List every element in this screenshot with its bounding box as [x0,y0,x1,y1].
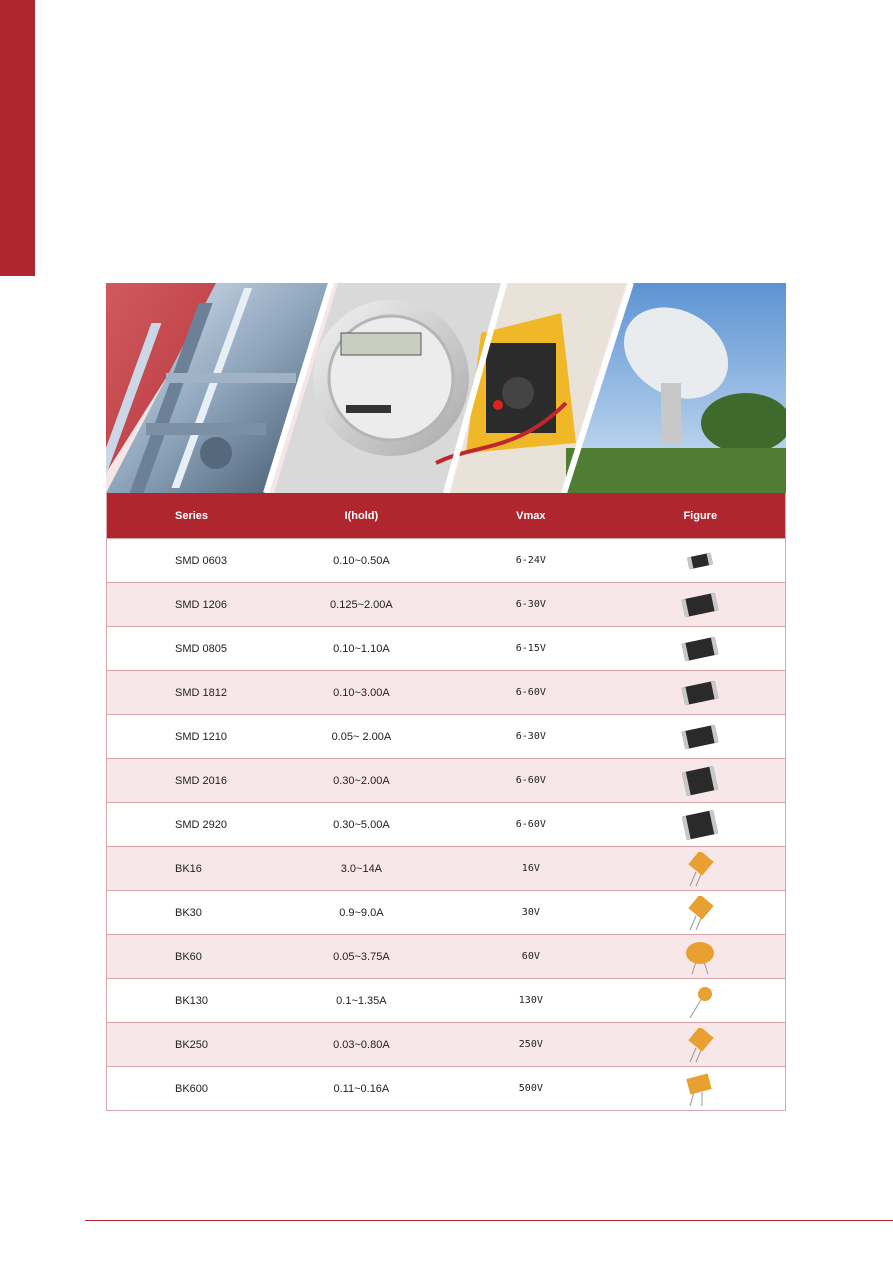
cell-vmax: 30V [521,907,540,918]
cell-ihold: 0.9~9.0A [339,906,384,919]
header-vmax: Vmax [516,509,546,522]
cell-vmax: 500V [518,1083,543,1094]
table-row [107,802,785,846]
cell-ihold: 0.1~1.35A [336,994,387,1007]
radial-fuse-small-round-icon [616,979,785,1022]
table-row [107,626,785,670]
cell-ihold: 0.05~3.75A [333,950,390,963]
cell-series: BK130 [175,994,209,1007]
cell-vmax: 6-30V [515,731,546,742]
cell-series: SMD 1206 [175,598,227,611]
cell-vmax: 16V [521,863,540,874]
radial-fuse-block-icon [616,1067,785,1110]
table-row [107,714,785,758]
cell-vmax: 6-60V [515,819,546,830]
cell-ihold: 0.05~ 2.00A [331,730,392,743]
table-row [107,934,785,978]
cell-ihold: 0.30~2.00A [333,774,390,787]
table-row [107,1022,785,1066]
cell-series: BK250 [175,1038,209,1051]
smd-chip-small-icon [616,539,785,582]
cell-ihold: 0.10~0.50A [333,554,390,567]
cell-ihold: 0.125~2.00A [330,598,393,611]
smd-chip-icon [616,671,785,714]
footer-rule [85,1220,893,1221]
table-row [107,538,785,582]
cell-series: BK30 [175,906,202,919]
cell-series: SMD 1812 [175,686,227,699]
cell-vmax: 6-30V [515,599,546,610]
header-series: Series [175,509,209,522]
radial-fuse-square-icon [616,891,785,934]
smd-chip-icon [616,715,785,758]
cell-vmax: 6-15V [515,643,546,654]
smd-chip-icon [616,627,785,670]
smd-chip-large-icon [616,803,785,846]
radial-fuse-square-icon [616,847,785,890]
cell-ihold: 0.30~5.00A [333,818,390,831]
cell-series: BK60 [175,950,202,963]
cell-vmax: 130V [518,995,543,1006]
smd-chip-icon [616,583,785,626]
cell-series: BK16 [175,862,202,875]
cell-series: SMD 2920 [175,818,227,831]
radial-fuse-round-icon [616,935,785,978]
table-row [107,1066,785,1110]
cell-ihold: 0.03~0.80A [333,1038,390,1051]
smd-chip-large-icon [616,759,785,802]
cell-vmax: 6-60V [515,775,546,786]
cell-series: SMD 1210 [175,730,227,743]
header-ihold: I(hold) [344,509,379,522]
cell-series: SMD 2016 [175,774,227,787]
table-row [107,582,785,626]
table-header [107,493,785,538]
header-figure: Figure [683,509,718,522]
banner-svg [106,283,786,493]
cell-vmax: 6-24V [515,555,546,566]
table-row [107,670,785,714]
cell-ihold: 3.0~14A [340,862,383,875]
cell-ihold: 0.10~1.10A [333,642,390,655]
table-row [107,978,785,1022]
table-row [107,846,785,890]
product-table [106,493,786,1111]
cell-vmax: 250V [518,1039,543,1050]
cell-vmax: 6-60V [515,687,546,698]
radial-fuse-square-icon [616,1023,785,1066]
cell-ihold: 0.11~0.16A [333,1082,390,1095]
table-row [107,758,785,802]
cell-vmax: 60V [521,951,540,962]
table-row [107,890,785,934]
side-tab [0,0,35,276]
cell-ihold: 0.10~3.00A [333,686,390,699]
cell-series: SMD 0805 [175,642,227,655]
cell-series: BK600 [175,1082,209,1095]
banner-photo-collage [106,283,786,493]
cell-series: SMD 0603 [175,554,227,567]
